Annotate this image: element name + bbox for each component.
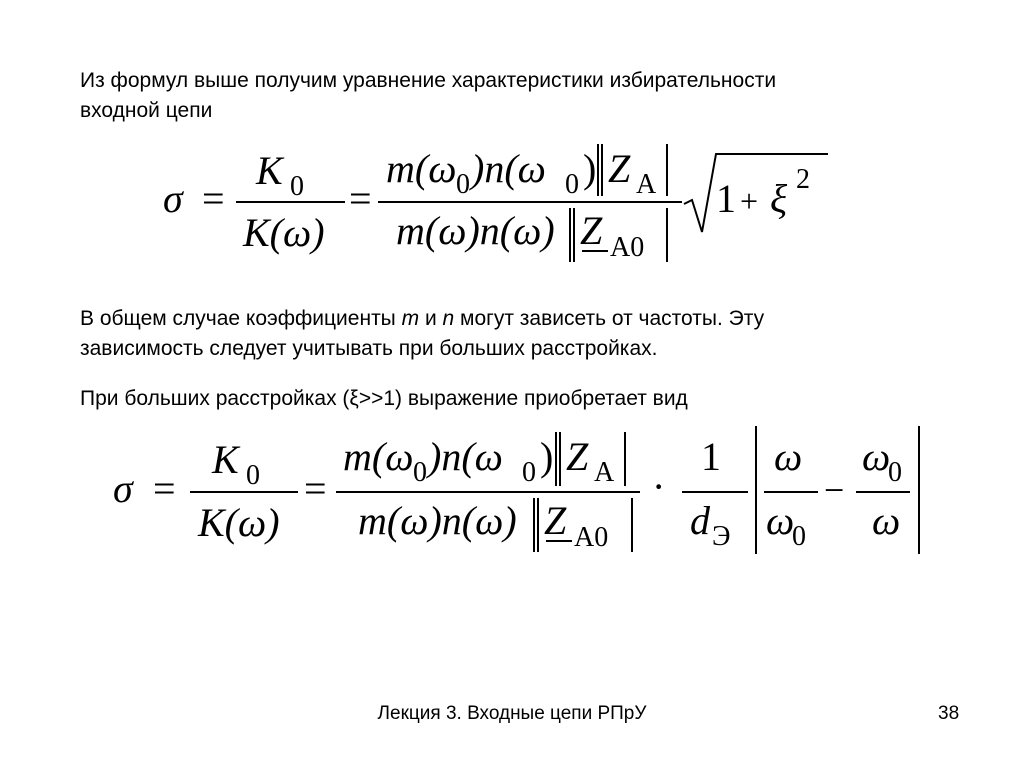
f2-dot: · [652, 464, 666, 509]
f1-K0: K [256, 148, 283, 193]
intro-text [80, 66, 960, 126]
f2-omega-num: ω [774, 434, 803, 479]
f2-Z-A0: Z [544, 498, 567, 543]
footer-lecture-title [0, 702, 1024, 726]
f1-plus: + [740, 183, 759, 219]
var-n: n [442, 307, 455, 330]
f1-eq-2: = [349, 176, 372, 221]
f2-one: 1 [701, 434, 721, 479]
f1-sub0-a: 0 [456, 169, 470, 200]
general-case-part2: и [419, 307, 443, 330]
f2-m-omega0: m(ω [343, 434, 414, 479]
f2-eq-1: = [153, 466, 176, 511]
large-detuning-text [80, 384, 960, 414]
f2-m-omega: m(ω)n(ω) [358, 498, 517, 543]
intro-line-2: входной цепи [80, 99, 213, 122]
large-detuning-line: При больших расстройках (ξ>>1) выражение приобретает вид [80, 387, 688, 410]
f2-sigma: σ [113, 466, 133, 511]
f1-sqrt-one: 1 [716, 176, 736, 221]
f2-n-omega0: )n(ω [428, 434, 503, 479]
f1-Z-A0: Z [580, 208, 603, 253]
f2-d: d [690, 498, 710, 543]
f2-K0-sub: 0 [246, 460, 260, 491]
selectivity-formula [0, 140, 1024, 275]
f1-K0-sub: 0 [290, 171, 304, 202]
f1-m-omega0: m(ω [386, 146, 457, 191]
general-case-part3: могут зависеть от частоты. Эту [454, 307, 765, 330]
f2-omega-den: ω [766, 498, 795, 543]
f2-K0: K [212, 437, 239, 482]
f1-xi: ξ [770, 176, 788, 221]
footer-lecture-text: Лекция 3. Входные цепи РПрУ [377, 703, 647, 724]
general-case-line2: зависимость следует учитывать при больших расстройках. [80, 337, 658, 360]
f1-sub0-b: 0 [565, 169, 579, 200]
f1-close-paren: ) [583, 146, 597, 191]
f2-sub0-b: 0 [522, 457, 536, 488]
f1-sup2: 2 [796, 164, 810, 195]
f2-omega-den-sub: 0 [792, 521, 806, 552]
page-number: 38 [938, 703, 960, 724]
f1-eq-1: = [202, 176, 225, 221]
f1-sub-A0: A0 [610, 232, 645, 263]
intro-line-1: Из формул выше получим уравнение характеристики избирательности [80, 69, 777, 92]
f1-sigma: σ [163, 176, 183, 221]
f1-sub-A: A [636, 169, 657, 200]
f2-omega0-num: ω [862, 434, 891, 479]
f2-sub-A: A [594, 457, 615, 488]
f1-m-omega: m(ω)n(ω) [396, 208, 555, 253]
f2-Z-A: Z [566, 434, 589, 479]
f2-close-paren: ) [540, 434, 554, 479]
general-case-text [80, 304, 960, 364]
large-detuning-formula [0, 420, 1024, 560]
f2-K-omega: K(ω) [198, 500, 280, 545]
f2-sub-E: Э [712, 521, 731, 552]
f1-Z-A: Z [608, 146, 631, 191]
f2-sub-A0: A0 [574, 522, 609, 553]
f2-eq-2: = [304, 466, 327, 511]
general-case-part1: В общем случае коэффициенты [80, 307, 402, 330]
f2-minus: − [824, 470, 845, 510]
f1-n-omega0: )n(ω [471, 146, 546, 191]
var-m: m [401, 307, 420, 330]
f2-omega0-num-sub: 0 [888, 457, 902, 488]
f2-sub0-a: 0 [413, 457, 427, 488]
f2-omega-den2: ω [872, 498, 901, 543]
f1-K-omega: K(ω) [243, 210, 325, 255]
